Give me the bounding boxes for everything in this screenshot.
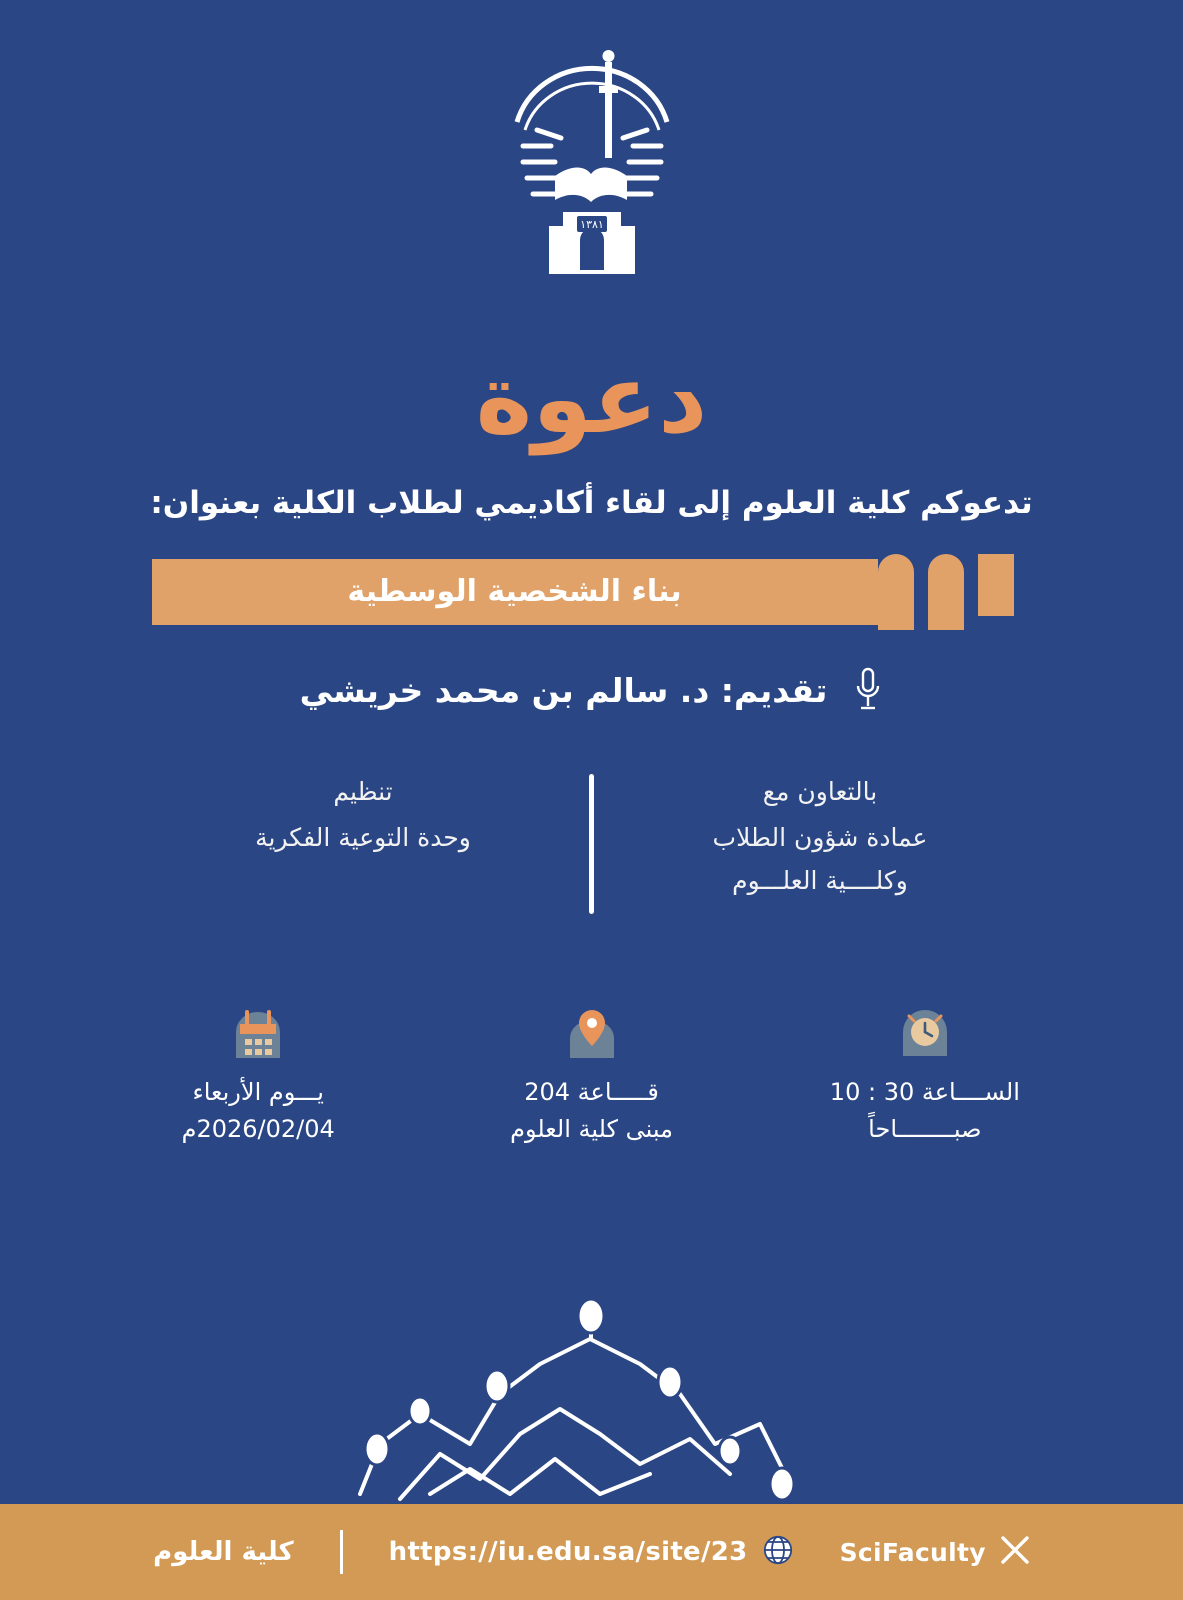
organizer-column (173, 770, 553, 918)
organizer-body: وحدة التوعية الفكرية (255, 822, 471, 852)
organizers-section (142, 770, 1042, 918)
footer-twitter[interactable] (840, 1535, 1030, 1569)
calendar-icon (228, 1004, 288, 1064)
invite-line: تدعوكم كلية العلوم إلى لقاء أكاديمي لطلاب الكلية بعنوان: (150, 485, 1033, 521)
footer-website[interactable] (389, 1534, 794, 1570)
cooperation-line-2: وكلــــية العلـــوم (732, 866, 908, 896)
info-item-time (775, 1004, 1075, 1148)
info-location-line-2: مبنى كلية العلوم (510, 1115, 673, 1144)
event-title-bar (152, 559, 878, 625)
website-url: https://iu.edu.sa/site/23 (388, 1537, 748, 1567)
title-decoration-bars (878, 554, 1014, 630)
orgs-divider (589, 774, 594, 914)
info-time-line-2: صبــــــــاحاً (868, 1115, 982, 1144)
twitter-handle: SciFaculty (839, 1537, 986, 1567)
decoration-bar-1 (878, 554, 914, 630)
presenter-name: تقديم: د. سالم بن محمد خريشي (299, 671, 828, 711)
footer-divider (340, 1530, 343, 1574)
university-logo (477, 26, 707, 281)
decoration-bar-3 (978, 554, 1014, 616)
location-pin-icon (562, 1004, 622, 1064)
footer-bar (0, 1504, 1183, 1600)
cooperation-head: بالتعاون مع (762, 776, 878, 806)
info-location-line-1: قـــــاعة 204 (524, 1077, 659, 1106)
info-time-line-1: الســــاعة 30 : 10 (829, 1077, 1020, 1106)
clock-icon (895, 1004, 955, 1064)
event-title: بناء الشخصية الوسطية (347, 574, 682, 610)
dawa-word: دعوة (475, 343, 708, 455)
decoration-bar-2 (928, 554, 964, 630)
cooperation-column (630, 770, 1010, 918)
network-decoration (0, 1294, 1183, 1504)
presenter-row (142, 666, 1042, 716)
dawa-headline (476, 339, 708, 459)
info-time-lines (830, 1074, 1020, 1148)
cooperation-line-1: عمادة شؤون الطلاب (712, 822, 928, 852)
organizer-head: تنظيم (333, 776, 393, 806)
info-date-line-1: يـــوم الأربعاء (192, 1077, 324, 1106)
event-title-row (152, 554, 1032, 630)
x-twitter-icon (1000, 1535, 1030, 1569)
globe-icon (762, 1534, 794, 1570)
footer-faculty-name: كلية العلوم (153, 1537, 294, 1567)
svg-text:١٣٨١: ١٣٨١ (579, 218, 604, 231)
info-location-lines (510, 1074, 673, 1148)
info-date-lines (182, 1074, 335, 1148)
info-date-line-2: 2026/02/04م (181, 1115, 335, 1144)
info-item-date (108, 1004, 408, 1148)
event-info-row (92, 1004, 1092, 1148)
microphone-icon (853, 666, 883, 716)
info-item-location (442, 1004, 742, 1148)
